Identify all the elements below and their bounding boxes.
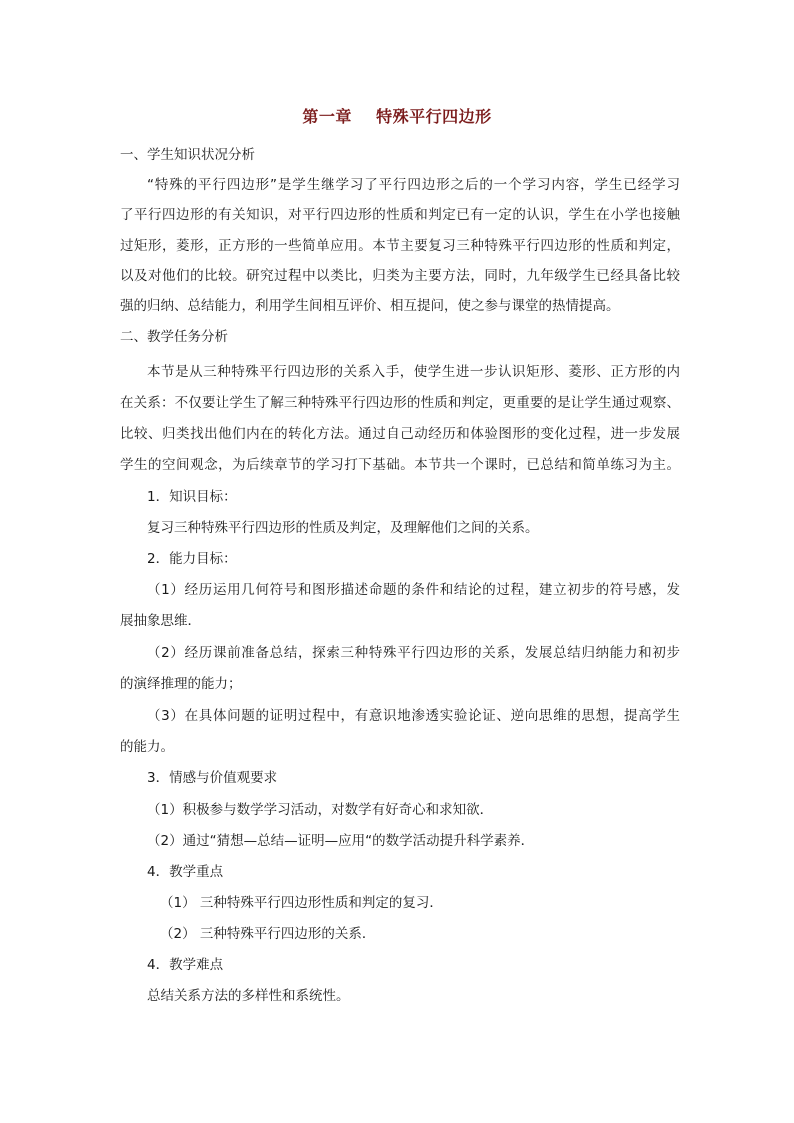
ability-goal-item: （2）经历课前准备总结，探索三种特殊平行四边形的关系，发展总结归纳能力和初步 <box>147 645 680 661</box>
paragraph-line: 过矩形，菱形，正方形的一些简单应用。本节主要复习三种特殊平行四边形的性质和判定， <box>120 238 680 254</box>
knowledge-goal-label: 1．知识目标： <box>147 489 237 505</box>
paragraph-line: 本节是从三种特殊平行四边形的关系入手，使学生进一步认识矩形、菱形、正方形的内 <box>147 364 680 380</box>
difficulties-label: 4．教学难点 <box>147 957 224 973</box>
emotion-goal-item: （1）积极参与数学学习活动，对数学有好奇心和求知欲． <box>147 802 494 818</box>
ability-goal-item: 的演绎推理的能力； <box>120 676 242 692</box>
paragraph-line: 学生的空间观念，为后续章节的学习打下基础。本节共一个课时，已总结和简单练习为主。 <box>120 457 680 473</box>
ability-goal-item: （1）经历运用几何符号和图形描述命题的条件和结论的过程，建立初步的符号感，发 <box>147 582 680 598</box>
paragraph-line: 比较、归类找出他们内在的转化方法。通过自己动经历和体验图形的变化过程，进一步发展 <box>120 426 680 442</box>
paragraph-line: 强的归纳、总结能力，利用学生间相互评价、相互提问，使之参与课堂的热情提高。 <box>120 298 620 314</box>
difficulties-text: 总结关系方法的多样性和系统性。 <box>147 988 350 1004</box>
paragraph-line: 以及对他们的比较。研究过程中以类比，归类为主要方法，同时，九年级学生已经具备比较 <box>120 268 680 284</box>
key-points-label: 4．教学重点 <box>147 864 224 880</box>
ability-goal-label: 2．能力目标： <box>147 551 237 567</box>
section-heading-student-analysis: 一、学生知识状况分析 <box>120 147 255 163</box>
paragraph-line: 了平行四边形的有关知识，对平行四边形的性质和判定已有一定的认识，学生在小学也接触 <box>120 207 680 223</box>
key-point-item: （1） 三种特殊平行四边形性质和判定的复习． <box>160 895 443 911</box>
knowledge-goal-text: 复习三种特殊平行四边形的性质及判定，及理解他们之间的关系。 <box>147 520 539 536</box>
chapter-title: 第一章 特殊平行四边形 <box>302 107 492 126</box>
paragraph-line: “特殊的平行四边形”是学生继学习了平行四边形之后的一个学习内容，学生已经学习 <box>147 177 680 193</box>
ability-goal-item: 的能力。 <box>120 739 174 755</box>
ability-goal-item: （3）在具体问题的证明过程中，有意识地渗透实验论证、逆向思维的思想，提高学生 <box>147 708 680 724</box>
key-point-item: （2） 三种特殊平行四边形的关系． <box>160 926 376 942</box>
section-heading-task-analysis: 二、教学任务分析 <box>120 329 228 345</box>
emotion-goal-label: 3．情感与价值观要求 <box>147 770 278 786</box>
emotion-goal-item: （2）通过“猜想—总结—证明—应用“的数学活动提升科学素养． <box>147 833 535 849</box>
paragraph-line: 在关系：不仅要让学生了解三种特殊平行四边形的性质和判定，更重要的是让学生通过观察、 <box>120 395 680 411</box>
ability-goal-item: 展抽象思维． <box>120 613 201 629</box>
